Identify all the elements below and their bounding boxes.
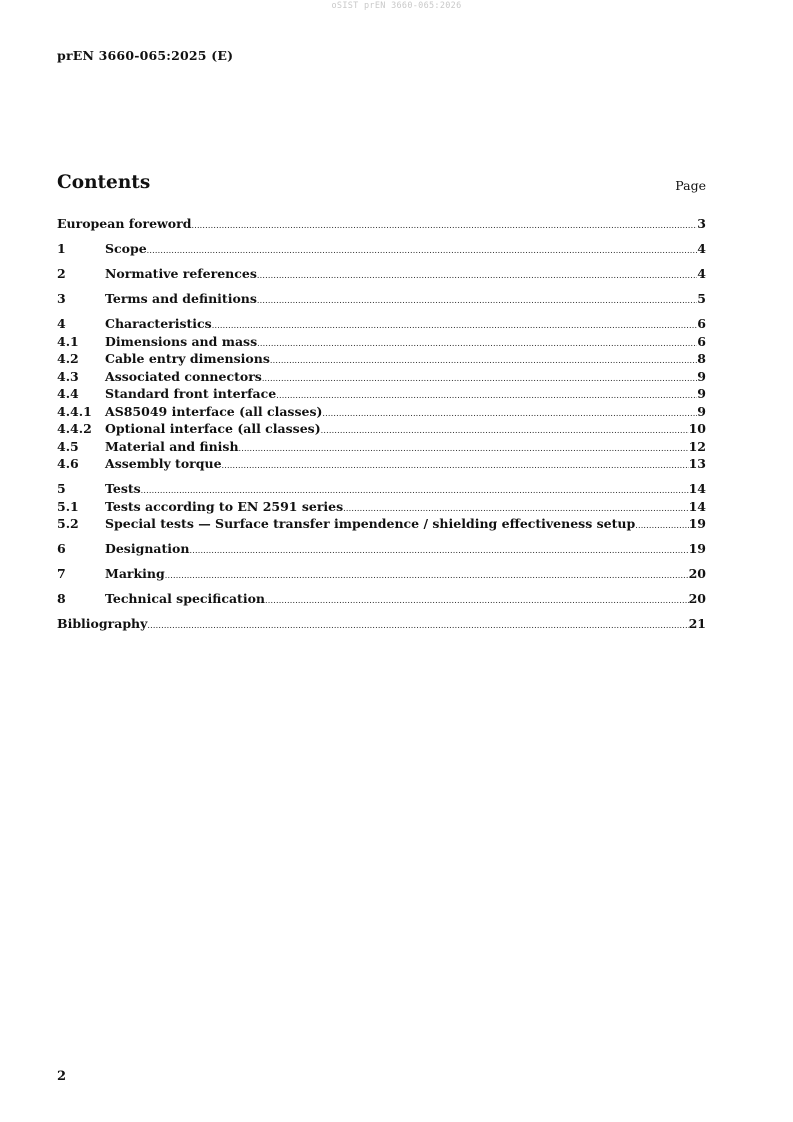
toc-entry-number: 4.1 [57, 333, 79, 349]
dot-leader [265, 592, 689, 610]
toc-entry-page: 8 [697, 351, 706, 366]
toc-entry-page: 5 [697, 291, 706, 306]
toc-entry-4-1[interactable] [57, 333, 706, 351]
toc-entry-number: 5 [57, 481, 66, 496]
toc-entry-number: 3 [57, 291, 66, 306]
toc-entry-1[interactable] [57, 240, 706, 258]
toc-entry-title: Special tests — Surface transfer impendence / shielding effectiveness setup [105, 516, 636, 531]
toc-entry-4-4-2[interactable] [57, 420, 706, 438]
toc-entry-number: 4.2 [57, 351, 79, 366]
toc-entry-4-4[interactable] [57, 385, 706, 403]
toc-entry-number: 4.4 [57, 386, 79, 401]
dot-leader [321, 422, 689, 440]
toc-entry-title: Marking [105, 566, 165, 581]
toc-entry-4-5[interactable] [57, 438, 706, 456]
dot-leader [276, 387, 697, 405]
dot-leader [191, 217, 697, 235]
toc-entry-title: AS85049 interface (all classes) [105, 403, 323, 419]
dot-leader [212, 317, 698, 335]
toc-entry-title: Tests according to EN 2591 series [105, 498, 344, 514]
toc-entry-title: Designation [105, 541, 190, 556]
dot-leader [257, 292, 697, 310]
toc-entry-4-2[interactable] [57, 350, 706, 368]
toc-entry-number: 5.2 [57, 516, 79, 531]
toc-entry-page: 10 [688, 421, 706, 436]
dot-leader [147, 242, 698, 260]
toc-entry-title: Assembly torque [105, 456, 222, 471]
toc-entry-page: 21 [688, 616, 706, 631]
watermark: oSIST prEN 3660-065:2026 [331, 1, 462, 11]
dot-leader [257, 267, 697, 285]
dot-leader [165, 567, 689, 585]
toc-entry-title: Normative references [105, 266, 257, 281]
toc-entry-4-4-1[interactable] [57, 403, 706, 421]
dot-leader [222, 457, 689, 475]
toc-entry-number: 4.5 [57, 438, 79, 454]
toc-entry-title: Terms and definitions [105, 291, 257, 306]
toc-entry-title: Associated connectors [105, 368, 262, 384]
toc-entry-number: 4.6 [57, 456, 79, 471]
toc-entry-2[interactable] [57, 265, 706, 283]
dot-leader [257, 335, 697, 353]
toc-entry-page: 20 [688, 566, 706, 581]
toc-entry-page: 14 [688, 481, 706, 496]
toc-entry-page: 6 [697, 333, 706, 349]
toc-entry-page: 9 [697, 368, 706, 384]
toc-entry-page: 19 [688, 516, 706, 531]
document-identifier: prEN 3660-065:2025 (E) [57, 48, 234, 63]
toc-entry-7[interactable] [57, 565, 706, 583]
toc-entry-number: 4.4.2 [57, 421, 92, 436]
toc-entry-page: 20 [688, 591, 706, 606]
page-column-label: Page [675, 178, 706, 193]
toc-entry-title: Material and finish [105, 438, 239, 454]
toc-entry-number: 8 [57, 591, 66, 606]
toc-entry-title: European foreword [57, 216, 192, 231]
dot-leader [147, 617, 688, 635]
toc-entry-title: Dimensions and mass [105, 333, 258, 349]
toc-entry-number: 5.1 [57, 498, 79, 514]
toc-entry-title: Optional interface (all classes) [105, 421, 321, 436]
contents-heading: Contents [57, 172, 151, 193]
toc-entry-foreword[interactable] [57, 215, 706, 233]
dot-leader [262, 370, 697, 388]
toc-entry-5-2[interactable] [57, 515, 706, 533]
toc-entry-number: 7 [57, 566, 66, 581]
dot-leader [239, 440, 689, 458]
page-number: 2 [57, 1069, 67, 1084]
toc-entry-8[interactable] [57, 590, 706, 608]
dot-leader [270, 352, 697, 370]
toc-entry-number: 1 [57, 241, 66, 256]
toc-entry-title: Cable entry dimensions [105, 351, 270, 366]
toc-entry-title: Scope [105, 241, 147, 256]
toc-entry-title: Tests [105, 481, 141, 496]
toc-entry-number: 4.4.1 [57, 403, 92, 419]
toc-entry-5[interactable] [57, 480, 706, 498]
toc-entry-number: 4 [57, 316, 66, 331]
toc-entry-4[interactable] [57, 315, 706, 333]
dot-leader [189, 542, 688, 560]
toc-entry-page: 9 [697, 386, 706, 401]
toc-entry-page: 3 [697, 216, 706, 231]
toc-entry-number: 4.3 [57, 368, 79, 384]
toc-entry-4-3[interactable] [57, 368, 706, 386]
table-of-contents [57, 215, 706, 633]
toc-entry-title: Standard front interface [105, 386, 277, 401]
toc-entry-page: 12 [688, 438, 706, 454]
toc-entry-page: 4 [697, 241, 706, 256]
dot-leader [635, 517, 688, 535]
toc-entry-title: Characteristics [105, 316, 212, 331]
toc-entry-3[interactable] [57, 290, 706, 308]
toc-entry-title: Bibliography [57, 616, 148, 631]
toc-entry-page: 13 [688, 456, 706, 471]
toc-entry-page: 14 [688, 498, 706, 514]
toc-entry-5-1[interactable] [57, 498, 706, 516]
toc-entry-6[interactable] [57, 540, 706, 558]
toc-entry-page: 19 [688, 541, 706, 556]
toc-entry-number: 2 [57, 266, 66, 281]
dot-leader [322, 405, 697, 423]
toc-entry-bibliography[interactable] [57, 615, 706, 633]
toc-entry-page: 6 [697, 316, 706, 331]
toc-entry-title: Technical specification [105, 591, 266, 606]
toc-entry-number: 6 [57, 541, 66, 556]
toc-entry-page: 9 [697, 403, 706, 419]
toc-entry-page: 4 [697, 266, 706, 281]
toc-entry-4-6[interactable] [57, 455, 706, 473]
